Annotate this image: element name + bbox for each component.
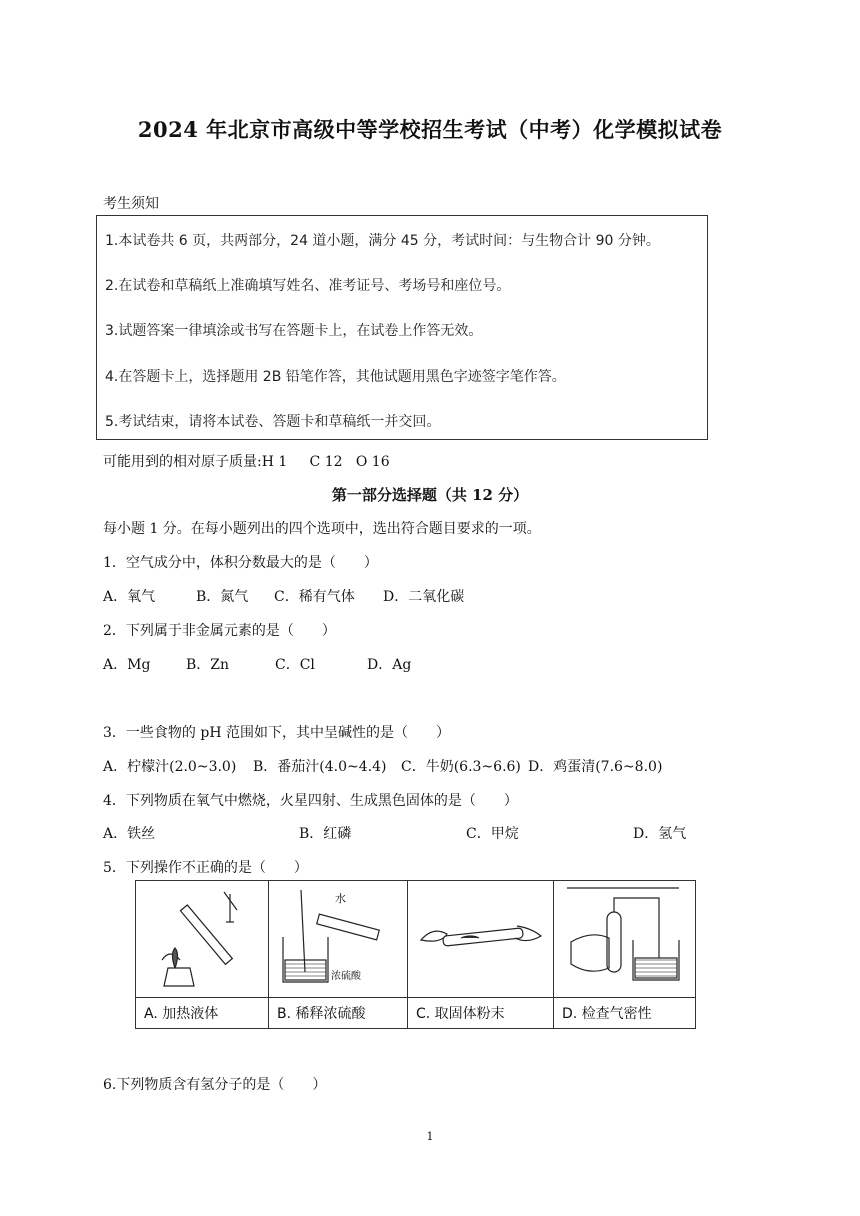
operation-label: C. 取固体粉末 (408, 998, 554, 1029)
option: B．氮气 (196, 589, 249, 605)
acid-label: 浓硫酸 (331, 971, 361, 982)
notice-item: 1.本试卷共 6 页，共两部分，24 道小题，满分 45 分，考试时间：与生物合计 90 分钟。 (105, 233, 660, 249)
option: A．Mg (103, 657, 151, 673)
option: D．鸡蛋清(7.6~8.0) (528, 759, 663, 775)
notice-label: 考生须知 (103, 196, 159, 212)
option: B．红磷 (299, 826, 352, 842)
notice-item: 4.在答题卡上，选择题用 2B 铅笔作答，其他试题用黑色字迹签字笔作答。 (105, 369, 566, 385)
page-title: 2024 年北京市高级中等学校招生考试（中考）化学模拟试卷 (137, 117, 723, 142)
taking-powder-illustration (413, 882, 548, 992)
option: B．Zn (186, 657, 230, 673)
question-stem: 6.下列物质含有氢分子的是（ ） (103, 1077, 327, 1093)
option: C．稀有气体 (274, 589, 355, 605)
question-stem: 4．下列物质在氧气中燃烧，火星四射、生成黑色固体的是（ ） (103, 793, 518, 809)
water-label: 水 (335, 892, 346, 905)
operation-label: B. 稀释浓硫酸 (269, 998, 408, 1029)
option: C．Cl (275, 657, 315, 673)
figure-diluting-acid (269, 881, 408, 998)
option: A．柠檬汁(2.0~3.0) (103, 759, 237, 775)
question-stem: 3．一些食物的 pH 范围如下，其中呈碱性的是（ ） (103, 725, 450, 741)
option: A．铁丝 (103, 826, 156, 842)
option: C．牛奶(6.3~6.6) (401, 759, 521, 775)
option: D．Ag (367, 657, 412, 673)
operations-table (135, 880, 696, 1029)
question-stem: 2．下列属于非金属元素的是（ ） (103, 623, 336, 639)
operation-label: A. 加热液体 (136, 998, 269, 1029)
option: D．二氧化碳 (383, 589, 465, 605)
diluting-acid-illustration (273, 882, 403, 992)
atomic-mass-note: 可能用到的相对原子质量:H 1 C 12 O 16 (103, 454, 390, 470)
option: A．氧气 (103, 589, 156, 605)
option: B．番茄汁(4.0~4.4) (253, 759, 387, 775)
question-stem: 5．下列操作不正确的是（ ） (103, 860, 308, 876)
notice-box (96, 215, 708, 440)
section-title: 第一部分选择题（共 12 分） (331, 486, 529, 504)
operation-label: D. 检查气密性 (554, 998, 696, 1029)
option: C．甲烷 (466, 826, 519, 842)
figure-taking-powder (408, 881, 554, 998)
notice-item: 2.在试卷和草稿纸上准确填写姓名、准考证号、考场号和座位号。 (105, 278, 511, 294)
option: D．氢气 (633, 826, 687, 842)
figure-heating-liquid (136, 881, 269, 998)
heating-liquid-illustration (142, 882, 262, 992)
page-number: 1 (426, 1130, 434, 1143)
notice-item: 3.试题答案一律填涂或书写在答题卡上，在试卷上作答无效。 (105, 323, 483, 339)
figure-airtightness-check (554, 881, 696, 998)
airtightness-illustration (557, 882, 692, 992)
instruction-text: 每小题 1 分。在每小题列出的四个选项中，选出符合题目要求的一项。 (103, 521, 541, 537)
notice-item: 5.考试结束，请将本试卷、答题卡和草稿纸一并交回。 (105, 414, 441, 430)
question-stem: 1．空气成分中，体积分数最大的是（ ） (103, 555, 378, 571)
